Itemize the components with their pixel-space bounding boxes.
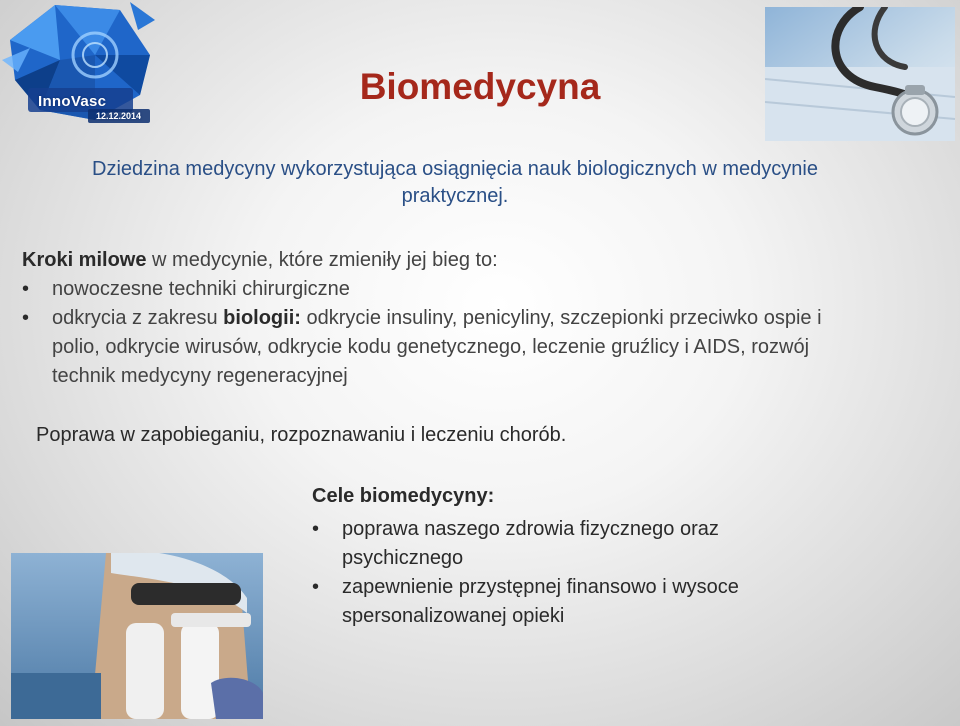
innovasc-logo <box>0 0 160 130</box>
milestones-lead-rest: w medycynie, które zmieniły jej bieg to: <box>146 249 498 271</box>
milestones-list <box>22 275 842 391</box>
milestone-item <box>22 304 842 391</box>
stethoscope-photo <box>765 7 955 141</box>
milestone-item-prefix: odkrycia z zakresu <box>52 307 224 329</box>
logo-name: InnoVasc <box>38 93 107 110</box>
logo-date: 12.12.2014 <box>96 111 142 121</box>
milestones-lead-bold: Kroki milowe <box>22 249 147 271</box>
milestone-item-rest: odkrycie insuliny, penicyliny, szczepionki przeciwko ospie i polio, odkrycie wirusów, odkrycie kodu genetycznego, leczenie gruźlicy i AIDS, rozwój technik medycyny regeneracyjnej <box>52 307 822 387</box>
goals-title: Cele biomedycyny: <box>312 485 495 507</box>
goals-section <box>312 482 782 631</box>
milestones-lead <box>22 246 842 275</box>
microscope-photo <box>11 553 263 719</box>
milestone-item-text: nowoczesne techniki chirurgiczne <box>52 278 350 300</box>
goal-item: • poprawa naszego zdrowia fizycznego oraz psychicznego <box>312 515 782 573</box>
milestone-item-bold: biologii: <box>223 307 301 329</box>
improvement-statement: Poprawa w zapobieganiu, rozpoznawaniu i leczeniu chorób. <box>36 424 567 446</box>
milestones-section <box>22 246 842 391</box>
slide-title: Biomedycyna <box>359 66 601 107</box>
goals-list <box>312 515 782 631</box>
slide-subtitle: Dziedzina medycyny wykorzystująca osiągnięcia nauk biologicznych w medycynie praktycznej. <box>92 158 818 207</box>
milestone-item <box>22 275 842 304</box>
goal-item: • zapewnienie przystępnej finansowo i wysoce spersonalizowanej opieki <box>312 573 782 631</box>
